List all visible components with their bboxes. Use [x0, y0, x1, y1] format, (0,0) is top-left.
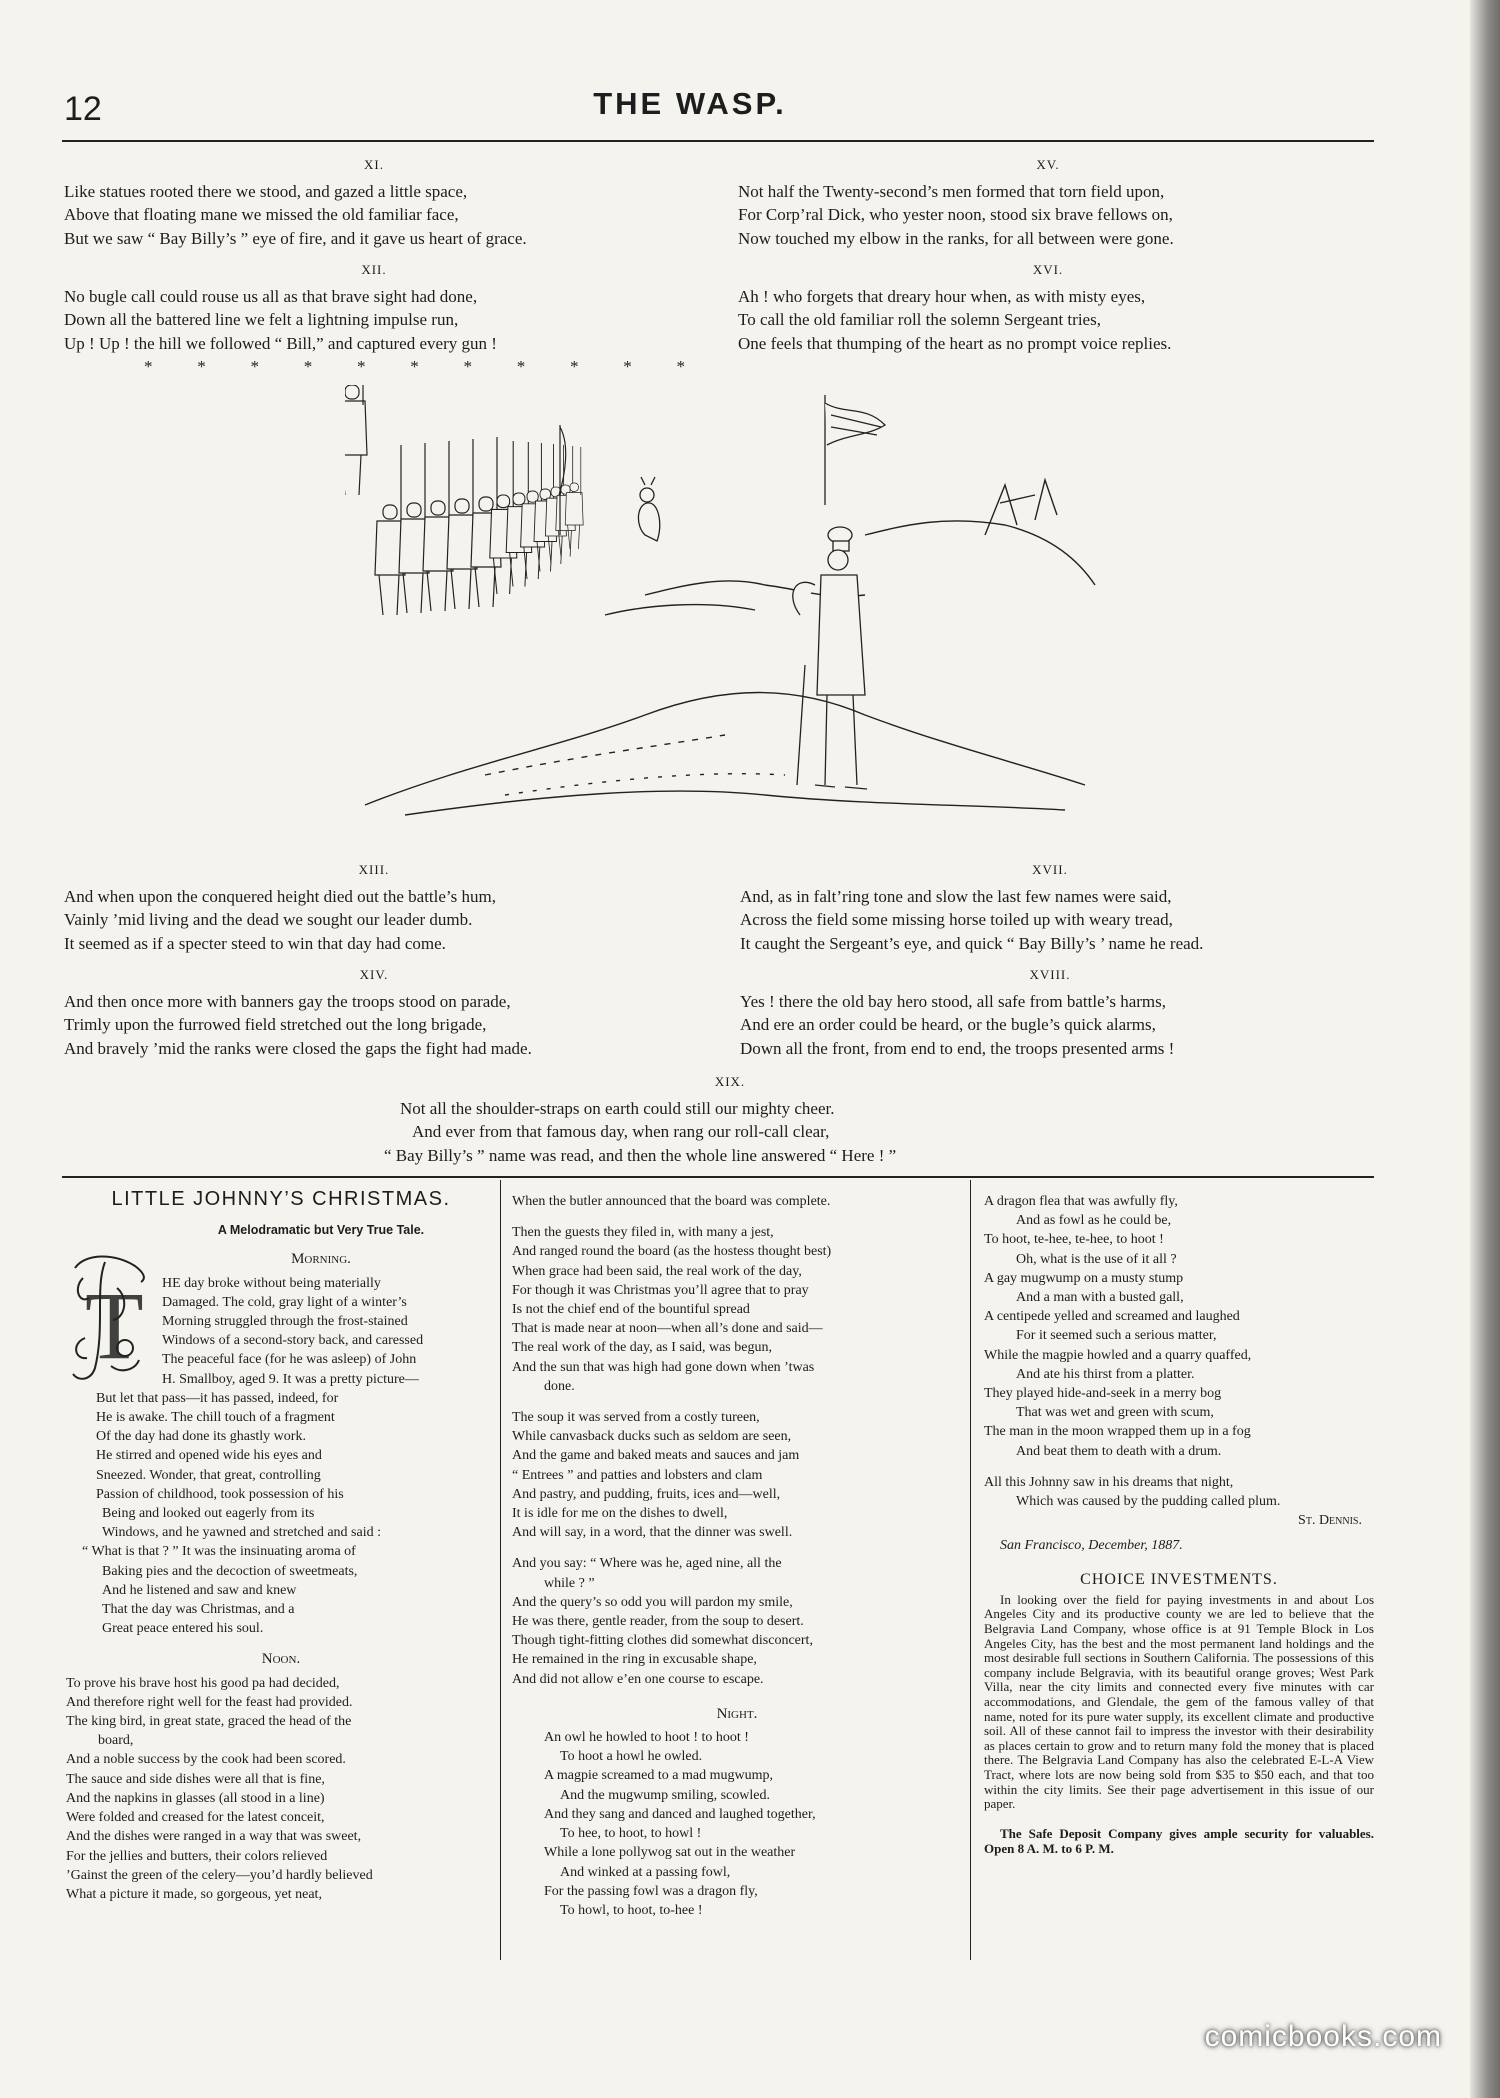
text-line: Though tight-fitting clothes did somewhat disconcert, — [512, 1633, 813, 1649]
stanza — [64, 153, 684, 250]
choice-investments-body: In looking over the field for paying investments in and about Los Angeles City and its productive county we are led to believe that the Belgravia Land Company, whose office is at 91 Temple Block in Los Angeles City, has the best and the most permanent land holdings and the most desirable full sections in Southern California. The possessions of this company include Belgravia, with its beautiful orange groves; West Park Villa, near the city limits and connected every five minutes with car accommodations, and Glendale, the gem of the famous valley of that name, noted for its pure water supply, its excellent climate and productive soil. All of these cannot fail to impress the investor with their desirability as places certain to grow and to return many fold the money that is placed there. The Belgravia Land Company has also the celebrated E-L-A View Tract, where lots are now being sold from $35 to $50 each, and that too within the city limits. See their page advertisement in this issue of our paper. — [984, 1591, 1374, 1812]
text-line: Is not the chief end of the bountiful spread — [512, 1302, 750, 1318]
text-line: And the napkins in glasses (all stood in a line) — [66, 1790, 325, 1806]
johnny-column-2 — [512, 1192, 962, 1920]
text-line: And he listened and saw and knew — [102, 1582, 297, 1598]
text-line: done. — [544, 1378, 575, 1394]
text-line: That the day was Christmas, and a — [102, 1602, 295, 1618]
text-line: And they sang and danced and laughed together, — [544, 1806, 816, 1822]
stanza — [740, 858, 1360, 955]
text-line: For though it was Christmas you’ll agree that to pray — [512, 1282, 809, 1298]
poem-line: And, as in falt’ring tone and slow the last few names were said, — [740, 886, 1172, 906]
text-line: And a man with a busted gall, — [1016, 1290, 1184, 1306]
column-rule — [500, 1180, 501, 1960]
text-line: And therefore right well for the feast had provided. — [66, 1694, 353, 1710]
section-heading-night: Night. — [716, 1705, 758, 1722]
text-line: Sneezed. Wonder, that great, controlling — [96, 1467, 321, 1483]
text-line: A centipede yelled and screamed and laughed — [984, 1309, 1240, 1325]
poem-line: Down all the front, from end to end, the troops presented arms ! — [740, 1038, 1175, 1058]
text-line: When grace had been said, the real work of the day, — [512, 1263, 802, 1279]
stanza-number: XV. — [1036, 157, 1060, 172]
text-line: And did not allow e’en one course to escape. — [512, 1671, 764, 1687]
text-line: That is made near at noon—when all’s done and said— — [512, 1321, 823, 1337]
poem-line: Now touched my elbow in the ranks, for all between were gone. — [738, 228, 1174, 248]
text-line: To hoot, te-hee, te-hee, to hoot ! — [984, 1232, 1164, 1248]
stanza — [740, 963, 1360, 1060]
text-line: The soup it was served from a costly tureen, — [512, 1410, 760, 1426]
column-rule — [970, 1180, 971, 1960]
text-line: Baking pies and the decoction of sweetmeats, — [102, 1563, 358, 1579]
text-line: And the game and baked meats and sauces and jam — [512, 1448, 800, 1464]
poem-line: Up ! Up ! the hill we followed “ Bill,” and captured every gun ! — [64, 333, 497, 353]
text-line: They played hide-and-seek in a merry bog — [984, 1386, 1222, 1402]
poem-line: Vainly ’mid living and the dead we sought our leader dumb. — [64, 910, 473, 929]
text-line: And will say, in a word, that the dinner was swell. — [512, 1525, 793, 1541]
text-line: And pastry, and pudding, fruits, ices and—well, — [512, 1486, 781, 1502]
text-line: The man in the moon wrapped them up in a fog — [984, 1424, 1251, 1440]
site-watermark: comicbooks.com — [1204, 2020, 1442, 2053]
text-line: And a noble success by the cook had been scored. — [66, 1752, 346, 1768]
poem-line: Like statues rooted there we stood, and gazed a little space, — [64, 181, 468, 201]
text-line: But let that pass—it has passed, indeed, for — [96, 1390, 339, 1406]
page-binding-shadow — [1470, 0, 1500, 2098]
text-line: Then the guests they filed in, with many a jest, — [512, 1225, 774, 1241]
johnny-column-3 — [984, 1192, 1374, 1856]
text-line: And the sun that was high had gone down when ’twas — [512, 1359, 815, 1375]
poem-line: And bravely ’mid the ranks were closed the gaps the fight had made. — [64, 1038, 532, 1058]
text-line: board, — [98, 1733, 134, 1749]
poem-right-top — [738, 153, 1358, 355]
text-line: He stirred and opened wide his eyes and — [96, 1448, 322, 1464]
text-line: He is awake. The chill touch of a fragment — [96, 1410, 335, 1426]
author-signature: St. Dennis. — [1298, 1513, 1362, 1529]
text-line: Damaged. The cold, gray light of a winter’s — [162, 1294, 407, 1310]
text-line: That was wet and green with scum, — [1016, 1405, 1214, 1421]
text-line: While canvasback ducks such as seldom are seen, — [512, 1429, 792, 1445]
text-line: while ? ” — [544, 1575, 595, 1591]
poem-line: Not all the shoulder-straps on earth could still our mighty cheer. — [400, 1098, 835, 1118]
poem-right-bottom — [740, 858, 1360, 1060]
text-line: Windows, and he yawned and stretched and said : — [102, 1525, 381, 1541]
stanza-number: XII. — [361, 262, 387, 277]
poem-line: “ Bay Billy’s ” name was read, and then the whole line answered “ Here ! ” — [384, 1145, 897, 1165]
poem-line: To call the old familiar roll the solemn Sergeant tries, — [738, 310, 1101, 329]
text-line: While a lone pollywog sat out in the weather — [544, 1845, 796, 1861]
poem-line: For Corp’ral Dick, who yester noon, stood six brave fellows on, — [738, 205, 1173, 224]
poem-line: But we saw “ Bay Billy’s ” eye of fire, and it gave us heart of grace. — [64, 228, 527, 248]
text-line: And the query’s so odd you will pardon my smile, — [512, 1594, 793, 1610]
text-line: For the jellies and butters, their colors relieved — [66, 1848, 328, 1864]
page-number: 12 — [64, 90, 102, 128]
text-line: And ranged round the board (as the hostess thought best) — [512, 1244, 832, 1260]
text-line: Which was caused by the pudding called plum. — [1016, 1494, 1281, 1510]
text-line: For it seemed such a serious matter, — [1016, 1328, 1217, 1344]
text-line: “ Entrees ” and patties and lobsters and clam — [512, 1467, 763, 1483]
poem-line: And ere an order could be heard, or the bugle’s quick alarms, — [740, 1015, 1156, 1034]
header-rule — [62, 140, 1374, 142]
stanza — [64, 258, 693, 379]
poem-line: Above that floating mane we missed the old familiar face, — [64, 205, 459, 224]
svg-text:T: T — [85, 1272, 144, 1379]
poem-line: Not half the Twenty-second’s men formed that torn field upon, — [738, 181, 1165, 201]
text-line: When the butler announced that the board was complete. — [512, 1194, 831, 1209]
article-title: LITTLE JOHNNY’S CHRISTMAS. — [111, 1188, 451, 1210]
poem-line: It caught the Sergeant’s eye, and quick “ Bay Billy’s ’ name he read. — [740, 933, 1204, 953]
poem-line: And when upon the conquered height died out the battle’s hum, — [64, 886, 496, 906]
noon-text — [66, 1674, 496, 1904]
section-rule — [62, 1176, 1374, 1178]
stanza-number: XVII. — [1032, 862, 1068, 877]
section-heading-morning: Morning. — [291, 1251, 351, 1268]
text-line: Passion of childhood, took possession of his — [96, 1486, 344, 1502]
text-line: Windows of a second-story back, and caressed — [162, 1333, 424, 1349]
article-dateline: San Francisco, December, 1887. — [1000, 1538, 1183, 1554]
stanza — [64, 963, 684, 1060]
text-line: “ What is that ? ” It was the insinuating aroma of — [82, 1544, 356, 1560]
text-line: All this Johnny saw in his dreams that night, — [984, 1474, 1234, 1490]
text-line: H. Smallboy, aged 9. It was a pretty picture— — [162, 1371, 419, 1387]
text-line: To hoot a howl he owled. — [560, 1749, 703, 1765]
poem-line: Trimly upon the furrowed field stretched out the long brigade, — [64, 1015, 487, 1034]
text-line: ’Gainst the green of the celery—you’d hardly believed — [66, 1867, 373, 1883]
text-line: It is idle for me on the dishes to dwell, — [512, 1506, 728, 1522]
poem-left-top — [64, 153, 693, 379]
safe-deposit-notice: The Safe Deposit Company gives ample security for valuables. Open 8 A. M. to 6 P. M. — [984, 1825, 1374, 1856]
stanza-number: XVI. — [1032, 262, 1064, 277]
text-line: The real work of the day, as I said, was begun, — [512, 1340, 772, 1356]
text-line: And ate his thirst from a platter. — [1016, 1366, 1195, 1382]
text-line: Of the day had done its ghastly work. — [96, 1429, 306, 1445]
text-line: And you say: “ Where was he, aged nine, all the — [512, 1556, 782, 1572]
text-line: The sauce and side dishes were all that is fine, — [66, 1771, 325, 1787]
article-subtitle: A Melodramatic but Very True Tale. — [217, 1223, 425, 1238]
stanza-number: XVIII. — [1029, 967, 1071, 982]
text-line: The king bird, in great state, graced the head of the — [66, 1714, 352, 1730]
text-line: A gay mugwump on a musty stump — [984, 1270, 1184, 1286]
text-line: For the passing fowl was a dragon fly, — [544, 1883, 758, 1899]
poem-line: Down all the battered line we felt a lightning impulse run, — [64, 310, 459, 329]
text-line: To prove his brave host his good pa had decided, — [66, 1675, 340, 1691]
text-line: What a picture it made, so gorgeous, yet neat, — [66, 1886, 322, 1902]
stanza-number: XI. — [364, 157, 384, 172]
poem-line: And ever from that famous day, when rang our roll-call clear, — [412, 1122, 830, 1141]
poem-line: No bugle call could rouse us all as that brave sight had done, — [64, 286, 478, 306]
text-line: And the mugwump smiling, scowled. — [560, 1787, 770, 1803]
choice-investments-title: CHOICE INVESTMENTS. — [1080, 1570, 1278, 1588]
poem-line: One feels that thumping of the heart as no prompt voice replies. — [738, 333, 1172, 353]
masthead-title: THE WASP. — [593, 86, 787, 121]
text-line: While the magpie howled and a quarry quaffed, — [984, 1347, 1252, 1363]
text-line: A dragon flea that was awfully fly, — [984, 1194, 1178, 1209]
text-line: And winked at a passing fowl, — [560, 1864, 731, 1880]
poem-left-bottom — [64, 858, 684, 1060]
text-line: A magpie screamed to a mad mugwump, — [544, 1768, 773, 1784]
text-line: Morning struggled through the frost-stained — [162, 1314, 408, 1330]
poem-final-stanza — [384, 1070, 1100, 1167]
decorative-dropcap-t — [65, 1248, 151, 1388]
section-heading-noon: Noon. — [261, 1651, 301, 1668]
text-line: An owl he howled to hoot ! to hoot ! — [544, 1730, 749, 1746]
text-line: HE day broke without being materially — [162, 1275, 381, 1291]
stanza — [738, 258, 1358, 355]
stanza — [738, 153, 1358, 250]
text-line: The peaceful face (for he was asleep) of John — [162, 1352, 417, 1368]
poem-line: And then once more with banners gay the troops stood on parade, — [64, 991, 511, 1011]
text-line: He was there, gentle reader, from the soup to desert. — [512, 1614, 804, 1630]
text-line: Being and looked out eagerly from its — [102, 1506, 315, 1522]
text-line: Oh, what is the use of it all ? — [1016, 1251, 1177, 1267]
battle-parade-illustration — [345, 385, 1105, 825]
poem-line: Ah ! who forgets that dreary hour when, as with misty eyes, — [738, 286, 1146, 306]
text-line: And as fowl as he could be, — [1016, 1213, 1172, 1229]
stanza-number: XIV. — [359, 967, 389, 982]
text-line: He remained in the ring in excusable shape, — [512, 1652, 757, 1668]
poem-line: It seemed as if a specter steed to win that day had come. — [64, 933, 446, 953]
poem-line: Across the field some missing horse toiled up with weary tread, — [740, 910, 1173, 929]
text-line: To howl, to hoot, to-hee ! — [560, 1902, 703, 1918]
poem-line: Yes ! there the old bay hero stood, all safe from battle’s harms, — [740, 991, 1167, 1011]
text-line: Were folded and creased for the latest conceit, — [66, 1810, 325, 1826]
stanza — [64, 858, 684, 955]
stanza-number: XIX. — [714, 1074, 746, 1089]
section-stars: * * * * * * * * * * * — [144, 357, 693, 376]
text-line: To hee, to hoot, to howl ! — [560, 1826, 702, 1842]
text-line: And the dishes were ranged in a way that was sweet, — [66, 1829, 362, 1845]
text-line: And beat them to death with a drum. — [1016, 1443, 1222, 1459]
text-line: Great peace entered his soul. — [102, 1621, 264, 1637]
stanza-number: XIII. — [358, 862, 390, 877]
